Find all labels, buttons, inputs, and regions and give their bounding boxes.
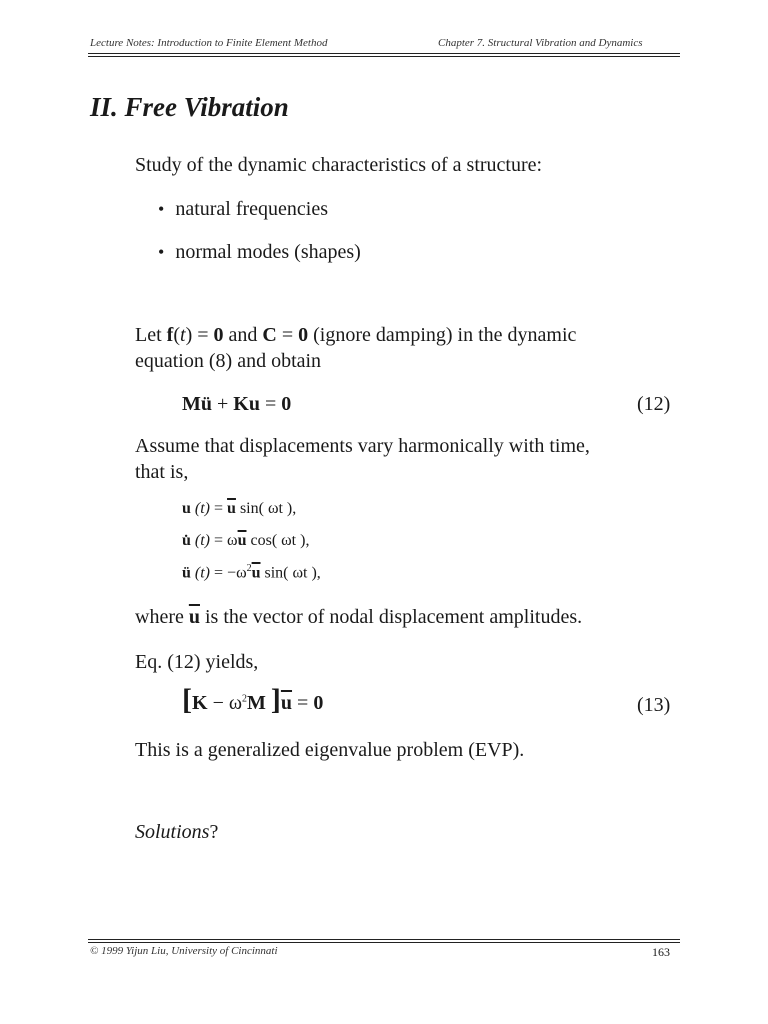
footer-rule-bottom bbox=[88, 942, 680, 943]
eq12-mass-term: Mü bbox=[182, 393, 212, 415]
equation-13 bbox=[182, 683, 324, 716]
paren-open: ( bbox=[173, 324, 180, 346]
exponent-2: 2 bbox=[242, 693, 248, 705]
symbol-u-bar: $\overline{u}$ bbox=[227, 500, 236, 517]
symbol-t: t bbox=[180, 324, 186, 346]
harmonic-eq-velocity bbox=[182, 532, 309, 550]
symbol-u-bar: $\overline{u}$ bbox=[280, 692, 293, 714]
equals-sign: = bbox=[276, 324, 299, 346]
arg-t: (t) bbox=[194, 564, 211, 582]
bracket-close: ] bbox=[270, 683, 281, 716]
question-mark: ? bbox=[209, 821, 219, 843]
header-rule-bottom bbox=[88, 56, 680, 57]
symbol-u-dot: u̇ bbox=[182, 532, 191, 549]
arg-t: (t) bbox=[194, 500, 211, 517]
equals-sign: = bbox=[192, 324, 214, 346]
zero-vector: 0 bbox=[298, 324, 309, 346]
eq13-zero: 0 bbox=[313, 692, 324, 714]
eq12-stiffness-term: Ku bbox=[233, 393, 260, 415]
paragraph-where bbox=[135, 604, 582, 630]
sine-term: sin( ωt ), bbox=[235, 500, 297, 517]
exponent-2: 2 bbox=[246, 563, 252, 574]
text-equation-8: equation (8) and obtain bbox=[135, 350, 322, 372]
footer-copyright: © 1999 Yijun Liu, University of Cincinnati bbox=[90, 945, 278, 957]
paragraph-assume bbox=[135, 433, 695, 485]
equals-omega: = ω bbox=[210, 532, 238, 549]
bullet-item bbox=[158, 196, 328, 222]
equation-number-13: (13) bbox=[637, 694, 671, 716]
running-header-left: Lecture Notes: Introduction to Finite Element Method bbox=[90, 37, 328, 49]
arg-t: (t) bbox=[194, 532, 211, 549]
intro-text: Study of the dynamic characteristics of a structure: bbox=[135, 154, 543, 176]
eq12-zero: 0 bbox=[281, 393, 292, 415]
text-ignore-damping: (ignore damping) in the dynamic bbox=[308, 324, 577, 346]
symbol-C: C bbox=[262, 324, 277, 346]
paragraph-yields: Eq. (12) yields, bbox=[135, 651, 259, 673]
symbol-u-bar: $\overline{u}$ bbox=[237, 532, 247, 549]
bullet-icon: • bbox=[158, 199, 165, 219]
bullet-text: normal modes (shapes) bbox=[175, 241, 361, 263]
symbol-u: u bbox=[182, 500, 191, 517]
eq12-plus: + bbox=[212, 393, 234, 415]
symbol-u-bar: $\overline{u}$ bbox=[251, 564, 261, 582]
section-title: II. Free Vibration bbox=[90, 92, 289, 122]
symbol-u-ddot: ü bbox=[182, 564, 191, 582]
eq13-M: M bbox=[247, 692, 266, 714]
bullet-icon: • bbox=[158, 242, 165, 262]
text-and: and bbox=[223, 324, 263, 346]
eq13-minus-omega: − ω bbox=[207, 692, 243, 714]
text-solutions: Solutions bbox=[135, 821, 210, 843]
header-rule-top bbox=[88, 53, 680, 54]
paren-close: ) bbox=[185, 324, 193, 346]
harmonic-eq-displacement bbox=[182, 500, 296, 518]
page-number: 163 bbox=[652, 945, 670, 959]
text-assume-line2: that is, bbox=[135, 461, 189, 483]
footer-rule-top bbox=[88, 939, 680, 940]
paragraph-let bbox=[135, 322, 695, 374]
text-amplitudes: is the vector of nodal displacement amplitudes. bbox=[199, 606, 583, 628]
solutions-prompt bbox=[135, 819, 218, 845]
harmonic-eq-acceleration bbox=[182, 563, 321, 582]
text-let: Let bbox=[135, 324, 167, 346]
equation-number-12: (12) bbox=[637, 393, 671, 415]
symbol-f: f bbox=[166, 324, 174, 346]
equation-12 bbox=[182, 393, 291, 416]
symbol-u-bar: $\overline{u}$ bbox=[188, 606, 200, 628]
text-assume-line1: Assume that displacements vary harmonically with time, bbox=[135, 435, 590, 457]
equals-sign: = bbox=[210, 500, 228, 517]
eq12-equals: = bbox=[259, 393, 282, 415]
paragraph-evp: This is a generalized eigenvalue problem (EVP). bbox=[135, 739, 525, 761]
sine-term: sin( ωt ), bbox=[260, 564, 321, 582]
eq13-equals: = bbox=[292, 692, 314, 714]
text-where: where bbox=[135, 606, 189, 628]
cosine-term: cos( ωt ), bbox=[246, 532, 310, 549]
bullet-text: natural frequencies bbox=[175, 198, 329, 220]
eq13-K: K bbox=[192, 692, 208, 714]
running-header-right: Chapter 7. Structural Vibration and Dynamics bbox=[438, 37, 643, 49]
bullet-item bbox=[158, 239, 361, 265]
zero-vector: 0 bbox=[213, 324, 224, 346]
equals-minus-omega: = −ω bbox=[210, 564, 247, 582]
bracket-open: [ bbox=[182, 683, 192, 716]
